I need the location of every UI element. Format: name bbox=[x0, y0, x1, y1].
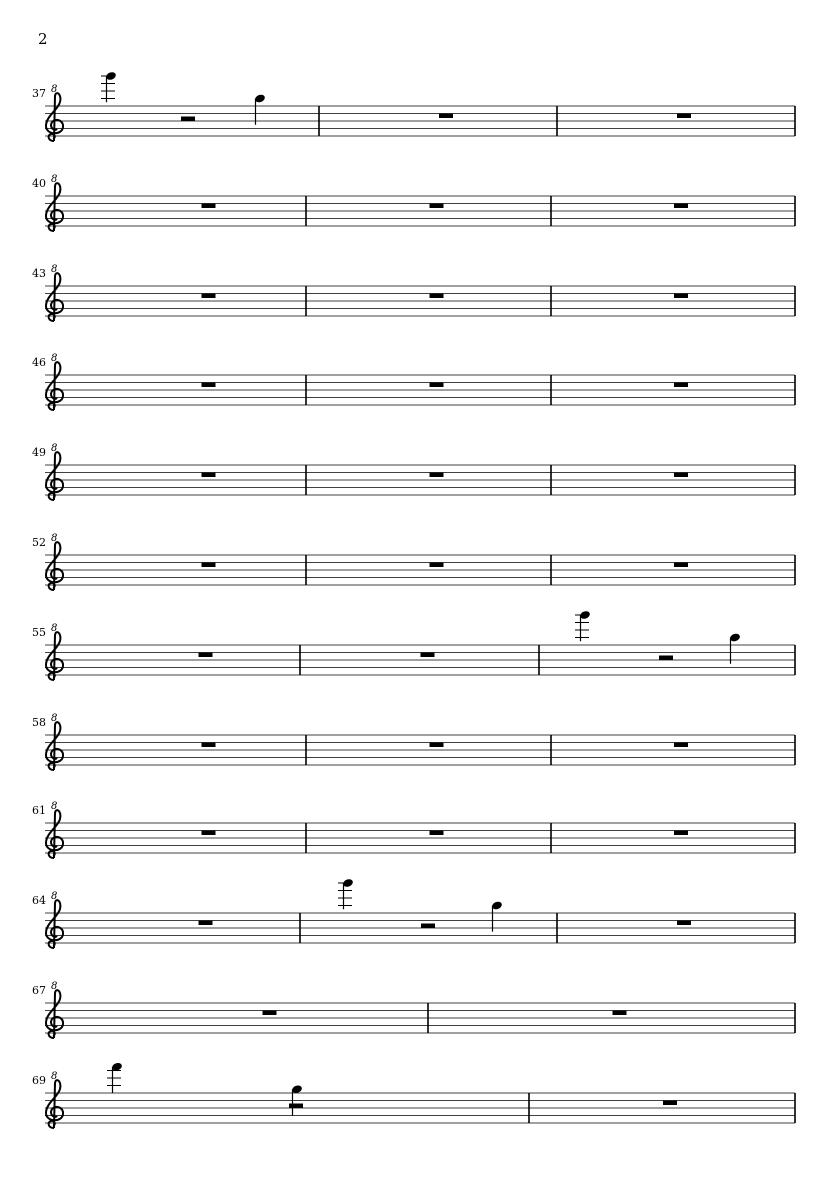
whole-rest bbox=[674, 383, 688, 388]
octave-mark: 8 bbox=[51, 623, 58, 634]
whole-rest bbox=[202, 383, 216, 388]
treble-8va-icon bbox=[46, 623, 63, 680]
whole-rest bbox=[263, 1011, 277, 1016]
octave-mark: 8 bbox=[51, 801, 58, 812]
whole-rest bbox=[430, 473, 444, 478]
page-number: 2 bbox=[38, 30, 48, 48]
octave-mark: 8 bbox=[51, 1071, 58, 1082]
treble-8va-icon bbox=[46, 801, 63, 858]
whole-rest bbox=[421, 653, 435, 658]
half-rest bbox=[181, 117, 195, 122]
whole-rest bbox=[430, 743, 444, 748]
treble-8va-icon bbox=[46, 84, 63, 141]
octave-mark: 8 bbox=[51, 353, 58, 364]
whole-rest bbox=[202, 473, 216, 478]
treble-8va-icon bbox=[46, 891, 63, 948]
treble-8va-icon bbox=[46, 264, 63, 321]
whole-rest bbox=[677, 114, 691, 119]
treble-8va-icon bbox=[46, 1071, 63, 1128]
whole-rest bbox=[677, 921, 691, 926]
staff-system bbox=[32, 610, 795, 680]
staff-system bbox=[32, 981, 795, 1038]
octave-mark: 8 bbox=[51, 981, 58, 992]
staff-system bbox=[32, 713, 795, 770]
measure-number: 69 bbox=[32, 1074, 46, 1087]
octave-mark: 8 bbox=[51, 264, 58, 275]
whole-rest bbox=[674, 204, 688, 209]
staff-system bbox=[32, 174, 795, 231]
staff-system bbox=[32, 443, 795, 500]
measure-number: 58 bbox=[32, 716, 46, 729]
whole-rest bbox=[663, 1101, 677, 1106]
octave-mark: 8 bbox=[51, 174, 58, 185]
whole-rest bbox=[674, 473, 688, 478]
whole-rest bbox=[674, 831, 688, 836]
whole-rest bbox=[202, 204, 216, 209]
whole-rest bbox=[430, 563, 444, 568]
treble-8va-icon bbox=[46, 981, 63, 1038]
treble-8va-icon bbox=[46, 443, 63, 500]
half-rest bbox=[421, 924, 435, 929]
measure-number: 64 bbox=[32, 894, 46, 907]
staff-system bbox=[32, 264, 795, 321]
staff-system bbox=[32, 533, 795, 590]
octave-mark: 8 bbox=[51, 533, 58, 544]
staff-system bbox=[32, 878, 795, 948]
measure-number: 46 bbox=[32, 356, 46, 369]
whole-rest bbox=[613, 1011, 627, 1016]
treble-8va-icon bbox=[46, 353, 63, 410]
measure-number: 43 bbox=[32, 267, 46, 280]
staff-system bbox=[32, 1062, 795, 1128]
treble-8va-icon bbox=[46, 713, 63, 770]
staff-system bbox=[32, 71, 795, 141]
half-rest bbox=[289, 1104, 303, 1109]
treble-8va-icon bbox=[46, 174, 63, 231]
whole-rest bbox=[439, 114, 453, 119]
staff-system bbox=[32, 801, 795, 858]
whole-rest bbox=[202, 831, 216, 836]
measure-number: 55 bbox=[32, 626, 46, 639]
whole-rest bbox=[430, 294, 444, 299]
whole-rest bbox=[674, 294, 688, 299]
octave-mark: 8 bbox=[51, 891, 58, 902]
measure-number: 61 bbox=[32, 804, 46, 817]
whole-rest bbox=[202, 294, 216, 299]
measure-number: 37 bbox=[32, 87, 46, 100]
measure-number: 40 bbox=[32, 177, 46, 190]
whole-rest bbox=[674, 563, 688, 568]
whole-rest bbox=[199, 653, 213, 658]
whole-rest bbox=[430, 831, 444, 836]
whole-rest bbox=[202, 563, 216, 568]
octave-mark: 8 bbox=[51, 84, 58, 95]
staff-system bbox=[32, 353, 795, 410]
whole-rest bbox=[202, 743, 216, 748]
whole-rest bbox=[674, 743, 688, 748]
octave-mark: 8 bbox=[51, 443, 58, 454]
measure-number: 49 bbox=[32, 446, 46, 459]
whole-rest bbox=[199, 921, 213, 926]
whole-rest bbox=[430, 204, 444, 209]
treble-8va-icon bbox=[46, 533, 63, 590]
measure-number: 52 bbox=[32, 536, 46, 549]
whole-rest bbox=[430, 383, 444, 388]
measure-number: 67 bbox=[32, 984, 46, 997]
half-rest bbox=[659, 656, 673, 661]
octave-mark: 8 bbox=[51, 713, 58, 724]
